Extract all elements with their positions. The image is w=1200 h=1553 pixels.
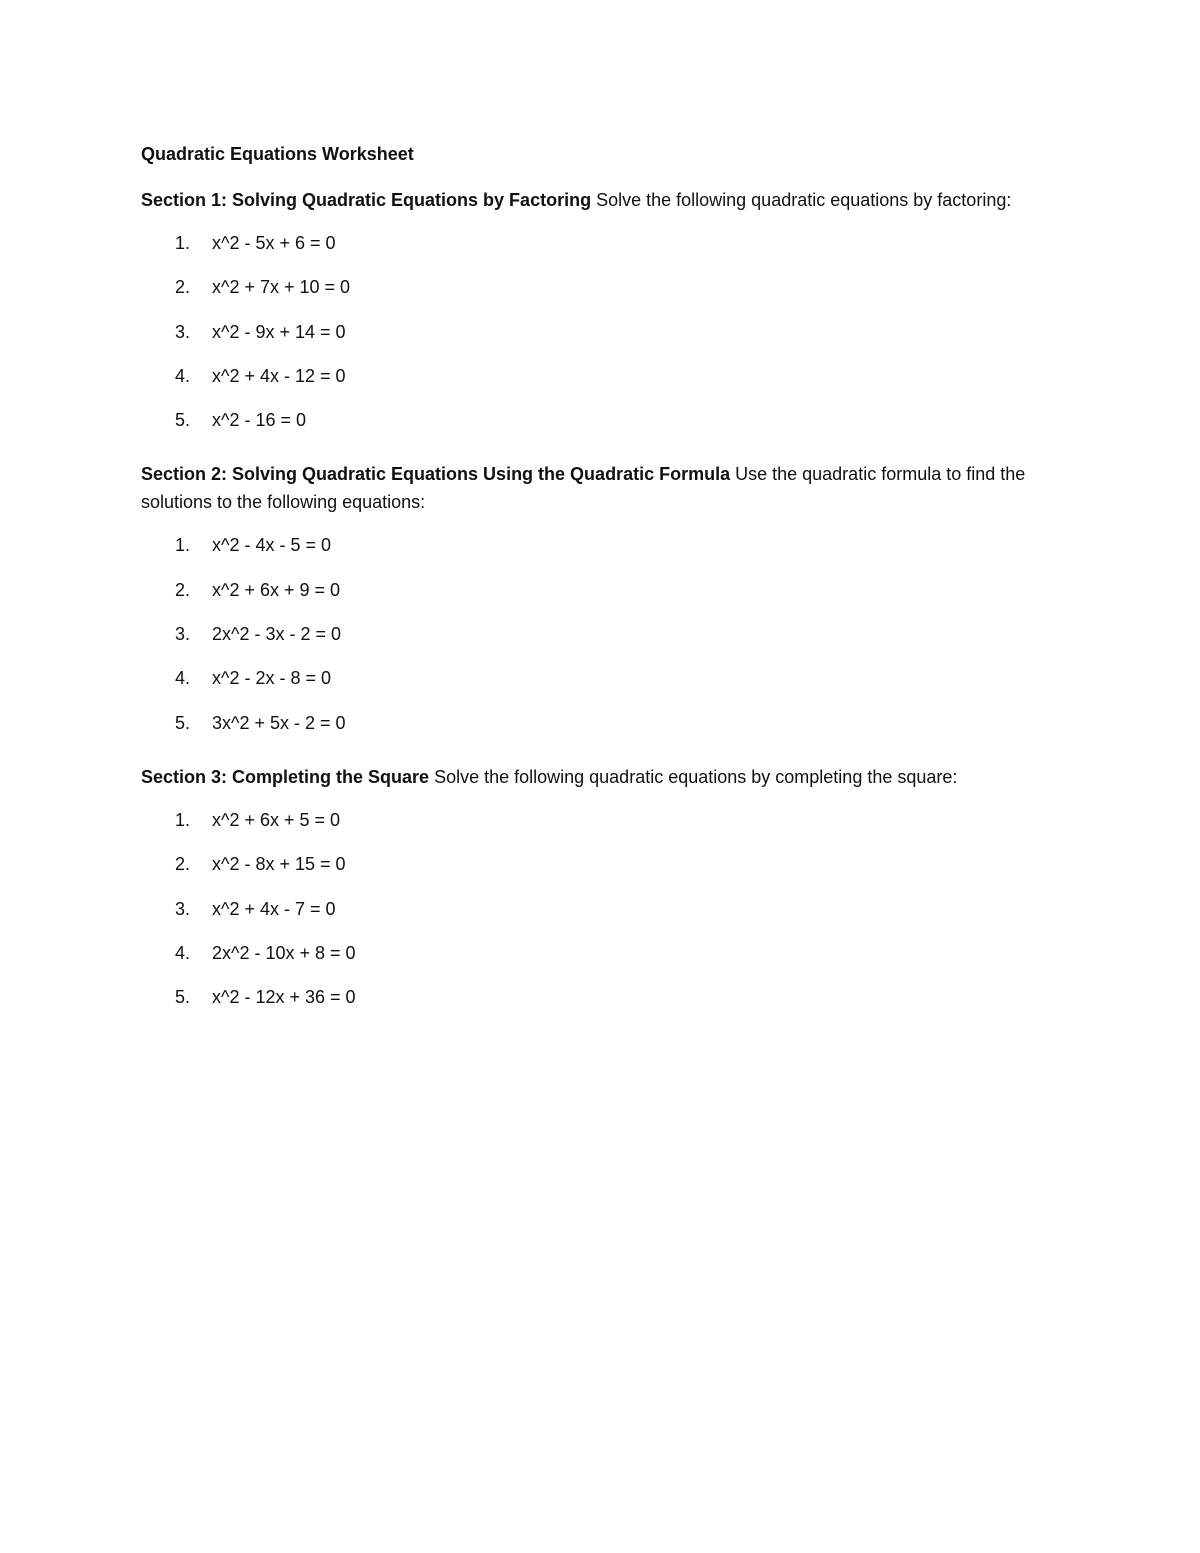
section-heading: Section 2: Solving Quadratic Equations Using the Quadratic Formula [141,464,731,485]
problem-item [141,939,1061,983]
problem-equation: 3x^2 + 5x - 2 = 0 [212,712,346,733]
problem-equation: x^2 - 5x + 6 = 0 [212,233,336,253]
section-intro [141,763,1061,791]
problem-number: 2. [175,579,191,600]
problem-number: 1. [175,535,191,556]
problem-item [141,406,1061,450]
problem-item [141,273,1061,317]
problem-equation: 2x^2 - 10x + 8 = 0 [212,942,356,963]
problem-item [141,531,1061,575]
problem-list [141,806,1061,1027]
problem-equation: x^2 - 8x + 15 = 0 [212,854,346,875]
problem-item [141,620,1061,664]
problem-item [141,664,1061,708]
problem-equation: x^2 - 16 = 0 [212,410,306,431]
problem-item [141,806,1061,850]
section-factoring [141,186,1061,450]
problem-equation: x^2 - 2x - 8 = 0 [212,668,331,689]
section-heading: Section 1: Solving Quadratic Equations by Factoring [141,190,592,210]
problem-number: 2. [175,277,191,298]
problem-equation: 2x^2 - 3x - 2 = 0 [212,624,342,645]
problem-number: 5. [175,712,191,733]
problem-equation: x^2 + 6x + 9 = 0 [212,579,341,600]
problem-number: 3. [175,898,191,919]
problem-item [141,709,1061,753]
page-title: Quadratic Equations Worksheet [141,144,414,164]
problem-equation: x^2 + 4x - 12 = 0 [212,365,346,386]
problem-number: 2. [175,854,191,875]
problem-number: 5. [175,410,191,431]
section-completing-square [141,763,1061,1027]
problem-number: 4. [175,365,191,386]
problem-equation: x^2 + 4x - 7 = 0 [212,898,336,919]
section-intro [141,460,1061,516]
problem-number: 1. [175,809,191,830]
problem-item [141,318,1061,362]
problem-number: 5. [175,987,191,1008]
section-instruction: Use the quadratic formula to find the solutions to the following equations: [141,464,1026,513]
problem-item [141,895,1061,939]
section-intro [141,186,1061,214]
section-instruction: Solve the following quadratic equations by factoring: [596,190,1012,210]
problem-number: 3. [175,624,191,645]
problem-equation: x^2 - 12x + 36 = 0 [212,987,356,1008]
problem-number: 4. [175,668,191,689]
worksheet-page [141,140,1061,1037]
problem-number: 1. [175,233,191,253]
problem-number: 3. [175,321,191,342]
problem-item [141,229,1061,273]
problem-item [141,850,1061,894]
problem-item [141,983,1061,1027]
section-heading: Section 3: Completing the Square [141,766,430,787]
problem-list [141,229,1061,450]
problem-equation: x^2 - 4x - 5 = 0 [212,535,331,556]
problem-number: 4. [175,942,191,963]
problem-item [141,362,1061,406]
problem-list [141,531,1061,752]
problem-equation: x^2 + 6x + 5 = 0 [212,809,341,830]
problem-item [141,576,1061,620]
section-quadratic-formula [141,460,1061,752]
problem-equation: x^2 - 9x + 14 = 0 [212,321,346,342]
problem-equation: x^2 + 7x + 10 = 0 [212,277,351,298]
section-instruction: Solve the following quadratic equations by completing the square: [434,766,958,787]
